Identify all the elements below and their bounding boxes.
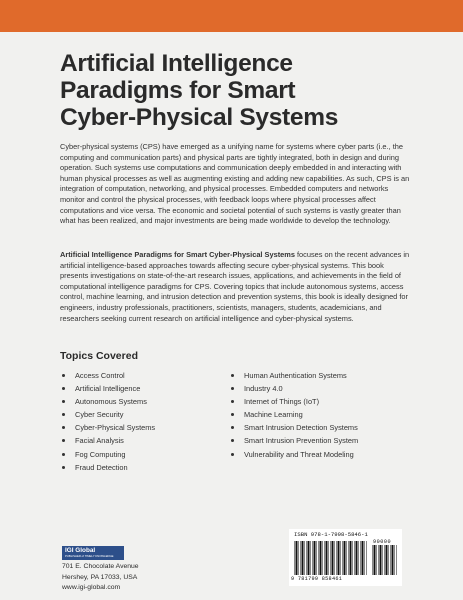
- bullet-icon: [62, 387, 65, 390]
- book-title-inline: Artificial Intelligence Paradigms for Smart Cyber-Physical Systems: [60, 250, 295, 259]
- topic-item: [231, 408, 358, 421]
- bullet-icon: [62, 374, 65, 377]
- focus-paragraph-text: focuses on the recent advances in artificial intelligence-based approaches towards affecting secure cyber-physical systems. This book presents investigations on state-of-the-art research issues, applications, and achievements in the field of computational intelligence paradigms for CPS. Covering topics that include autonomous systems, access control, machine learning, and intrusion detection and prevention systems, this book is ideally designed for engineers, industry professionals, practitioners, scientists, managers, students, academicians, and researchers seeking current research on artificial intelligence and cyber-physical systems.: [60, 250, 410, 323]
- barcode-bar: [384, 545, 385, 575]
- topic-label: Vulnerability and Threat Modeling: [244, 449, 354, 459]
- barcode-bar: [378, 545, 379, 575]
- barcode-bar: [304, 541, 305, 575]
- barcode-bar: [338, 541, 340, 575]
- topic-label: Autonomous Systems: [75, 397, 147, 407]
- barcode-bar: [310, 541, 311, 575]
- bullet-icon: [231, 453, 234, 456]
- bullet-icon: [231, 439, 234, 442]
- topic-label: Machine Learning: [244, 410, 303, 420]
- topic-item: [62, 461, 155, 474]
- barcode-bar: [386, 545, 388, 575]
- topic-item: [231, 448, 358, 461]
- publisher-website: www.igi-global.com: [62, 584, 121, 591]
- barcode-bar: [362, 541, 364, 575]
- ean-barcode-bars: [294, 541, 368, 575]
- barcode-bar: [376, 545, 377, 575]
- barcode-bar: [346, 541, 347, 575]
- publisher-address: [62, 562, 139, 594]
- barcode-bar: [314, 541, 316, 575]
- topic-item: [231, 369, 358, 382]
- description-paragraph: Cyber-physical systems (CPS) have emerged as a unifying name for systems where cyber parts (i.e., the computing and communication parts) and physical parts are tightly integrated, both in design and during operation. Such systems use computations and communication deeply embedded in and interacting with human physical processes as well as augmenting existing and adding new capabilities. As such, CPS is an integration of computation, networking, and physical processes. Embedded computers and networks monitor and control the physical processes, with feedback loops where physical processes affect computations and vice versa. The economic and societal potential of such systems is vastly greater than what has been realized, and major investments are being made worldwide to develop the technology.: [60, 142, 410, 226]
- topic-label: Smart Intrusion Prevention System: [244, 436, 359, 446]
- barcode-bar: [320, 541, 322, 575]
- topic-label: Artificial Intelligence: [75, 384, 141, 394]
- barcode-bar: [312, 541, 313, 575]
- topic-item: [62, 434, 155, 447]
- barcode-bar: [298, 541, 299, 575]
- topic-item: [62, 382, 155, 395]
- topic-label: Facial Analysis: [75, 436, 124, 446]
- logo-tagline: PUBLISHER of TIMELY KNOWLEDGE: [65, 554, 114, 558]
- title-line: Paradigms for Smart: [60, 77, 296, 104]
- barcode-bar: [364, 541, 365, 575]
- topic-item: [231, 434, 358, 447]
- topic-item: [62, 448, 155, 461]
- barcode-bar: [348, 541, 349, 575]
- publisher-logo: [62, 546, 124, 560]
- topic-label: Cyber-Physical Systems: [75, 423, 156, 433]
- topic-label: Fog Computing: [75, 449, 126, 459]
- barcode-bar: [360, 541, 361, 575]
- bullet-icon: [231, 426, 234, 429]
- barcode-bar: [322, 541, 323, 575]
- bullet-icon: [62, 439, 65, 442]
- topics-heading: Topics Covered: [60, 350, 138, 362]
- barcode-bar: [396, 545, 397, 575]
- barcode-bar: [308, 541, 310, 575]
- barcode-bar: [358, 541, 359, 575]
- barcode-bar: [330, 541, 331, 575]
- barcode-bar: [324, 541, 325, 575]
- title-line: Artificial Intelligence: [60, 50, 293, 77]
- topic-label: Fraud Detection: [75, 462, 128, 472]
- barcode-bar: [336, 541, 337, 575]
- barcode-bar: [382, 545, 383, 575]
- isbn-barcode: [289, 529, 402, 586]
- address-line: 701 E. Chocolate Avenue: [62, 563, 139, 570]
- bullet-icon: [62, 466, 65, 469]
- topic-item: [231, 382, 358, 395]
- barcode-bar: [392, 545, 394, 575]
- topic-label: Cyber Security: [75, 410, 124, 420]
- bullet-icon: [231, 374, 234, 377]
- topic-label: Access Control: [75, 371, 125, 380]
- barcode-bar: [366, 541, 367, 575]
- barcode-bar: [342, 541, 343, 575]
- title-line: Cyber-Physical Systems: [60, 104, 339, 131]
- barcode-bar: [394, 545, 395, 575]
- barcode-bar: [374, 545, 376, 575]
- topic-item: [231, 395, 358, 408]
- barcode-bar: [388, 545, 389, 575]
- book-title: [60, 50, 420, 131]
- barcode-bar: [300, 541, 301, 575]
- topics-list-right: [231, 369, 358, 461]
- barcode-bar: [302, 541, 304, 575]
- bullet-icon: [62, 400, 65, 403]
- topic-item: [62, 408, 155, 421]
- barcode-bar: [354, 541, 355, 575]
- focus-paragraph: [60, 250, 412, 324]
- barcode-bar: [294, 541, 295, 575]
- topic-item: [231, 421, 358, 434]
- bullet-icon: [231, 413, 234, 416]
- barcode-bar: [318, 541, 319, 575]
- barcode-bar: [332, 541, 334, 575]
- barcode-bar: [326, 541, 328, 575]
- topic-label: Human Authentication Systems: [244, 371, 347, 380]
- topic-item: [62, 369, 155, 382]
- topics-list-left: [62, 369, 155, 474]
- bullet-icon: [62, 453, 65, 456]
- bullet-icon: [62, 426, 65, 429]
- bullet-icon: [231, 387, 234, 390]
- barcode-bar: [356, 541, 358, 575]
- topic-item: [62, 395, 155, 408]
- address-line: Hershey, PA 17033, USA: [62, 573, 138, 581]
- topic-label: Smart Intrusion Detection Systems: [244, 423, 358, 433]
- top-color-band: [0, 0, 463, 32]
- barcode-bar: [372, 545, 373, 575]
- bullet-icon: [231, 400, 234, 403]
- barcode-bar: [306, 541, 307, 575]
- ean-digits: 9 781799 858461: [291, 576, 343, 582]
- barcode-bar: [328, 541, 329, 575]
- barcode-bar: [344, 541, 346, 575]
- barcode-bar: [390, 545, 391, 575]
- isbn-label: ISBN 978-1-7998-5846-1: [294, 531, 368, 538]
- topic-label: Industry 4.0: [244, 384, 283, 394]
- addon-digits: 90000: [373, 539, 392, 545]
- barcode-bar: [352, 541, 353, 575]
- addon-barcode-bars: [372, 545, 398, 575]
- topic-label: Internet of Things (IoT): [244, 397, 320, 407]
- barcode-bar: [340, 541, 341, 575]
- barcode-bar: [350, 541, 352, 575]
- logo-text: IGI Global: [65, 547, 96, 554]
- bullet-icon: [62, 413, 65, 416]
- barcode-bar: [296, 541, 298, 575]
- barcode-bar: [316, 541, 317, 575]
- topic-item: [62, 421, 155, 434]
- barcode-bar: [380, 545, 382, 575]
- barcode-bar: [334, 541, 335, 575]
